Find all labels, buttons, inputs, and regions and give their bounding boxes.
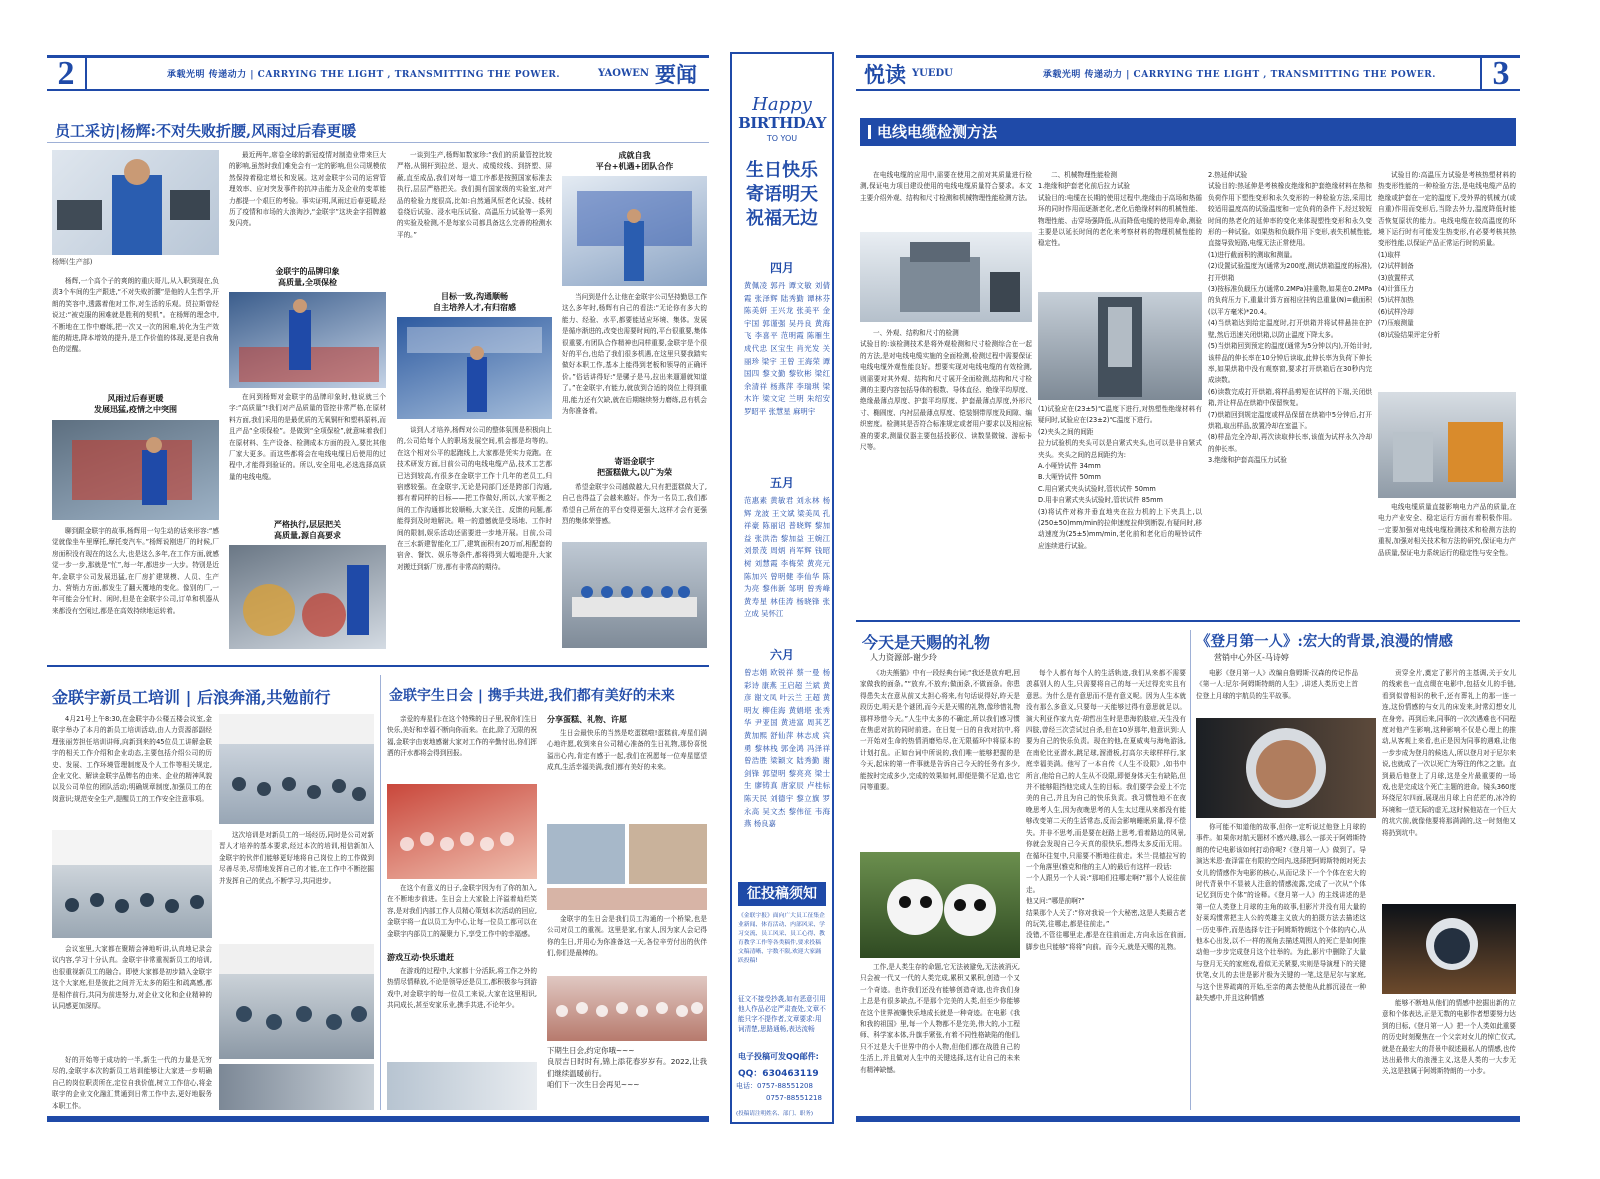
a1-col2-intro: 最近两年,席卷全球的新冠疫情对制造业带来巨大的影响,虽然时我们难免会有一定的影响,但公司规模依然保持着稳定增长和发展。这对金联宇公司的运营管理效率、应对突发事件的抗冲击能力及企业的变革能力都提一个艰巨的考验。事实证明,风雨过后春更暖,经历了疫情和市场的大浪淘沙,“金联宇”这块金字招牌越发闪亮。 [229,151,386,228]
a1-subhead6: 寄语金联宇 把蛋糕做大,以广为荣 [596,457,673,477]
a3-p6: 下期生日会,约定你哦~~~ 良辰吉日时时有,锦上添花春岁岁有。2022,让我们继续温暖前行。 咱们下一次生日会再见~~~ [547,1046,707,1090]
photo-lab [397,317,552,419]
article3-title: 金联宇生日会 | 携手共进,我们都有美好的未来 [389,688,675,704]
b1-col3: 2.热延伸试验 试验目的:热延伸是考核橡皮绝缘和护套绝缘材料在热和负荷作用下塑性变形和永久变形的一种检验方法,采用比较适用温度高的试验温度和一定负荷的条件下,经过较短时间的热老化的延伸率的变化来体现塑性变形和永久变形的一种试验。如果热和负载作用下变形,表失机械性能,直接导致短路,电缆无法正常使用。 (1)进行截面积的测取和测量。 (2)设置试验温度为(通常为200度,测试烘箱温度的标准),打开烘箱 (3)按标准负载压力(通常0.2MPa)挂重物,如果在0.2MPa的负荷压力下,重量计算方面相应挂钩总重量(N)=截面积(以平方毫米)*20.4。 (4)当烘箱达到给定温度时,打开烘箱并将试样悬挂在护壁,然后迅速关闭烘箱,以防止温度下降太多。 (5)当烘箱回到预定的温度(通常为5分钟以内),开始计时,该样品的伸长率在10分钟后读取,此伸长率为负荷下伸长率,如果烘箱中没有观察窗,要求打开烘箱后在30秒内完成读数。 (6)读数完成打开烘箱,将样品剪短在试样的下端,关闭烘箱,并让样品在烘箱中保留恢复。 (7)烘箱回到规定温度或样品保留在烘箱中5分钟后,打开烘箱,取出样品,放置冷却在室温下。 (8)样品完全冷却,再次读取伸长率,该值为试样永久冷却的伸长率。 3.绝缘和护套高温压力试验 [1208,171,1372,465]
photo-training1 [219,714,374,824]
header-slogan-right: 承载光明 传递动力 | CARRYING THE LIGHT , TRANSMITTING THE POWER. [1042,70,1436,80]
a1-col3b: 谈到人才培养,杨辉对公司的整体氛围是积极向上的,公司给每个人的职场发展空间,机会都是均等的。在这个相对公平的起跑线上,大家都是凭实力竞跑。在技术研发方面,目前公司的电线电缆产品,技术工艺都已达到较高,有很多在金联宇工作十几年的老员工,归宿感较强。在金联宇,无论是同部门还是跨部门沟通,都有着同样的目标——把工作做好,所以,大家平衡之间的工作沟通都比较顺畅,大家关注、反馈的问题,都能得到及时地解决。唯一的遗憾就是受场地、工作时间的限制,娱乐活动还需要进一步地开展。目前,公司在三水新建智能化工厂,建筑面积有20万㎡,相配套的宿舍、餐饮、娱乐等条件,都将得到大幅地提升,大家对搬迁到新厂房,都有非常高的期待。 [397,426,552,571]
a1-col4: 当问到是什么让他在金联宇公司坚持勤恳工作这么多年时,杨辉有自己的看法:“无论你有多大的能力、经验、水平,都要能适应环境、集体。发展是循序渐进的,改变也需要时间的,平台很重要,集体很重要,有团队合作精神也同样重要,金联宇是个很好的平台,也给了我们很多机遇,在这里只要我踏实做好本职工作,基本上能得到老板和领导的正确评价。”俗话讲得好:“是骡子是马,拉出来遛遛就知道了。”在金联宇,有能力,就放到合适的岗位上得到重用,能力还有欠缺,就在后期继续努力磨练,总有机会为你准备着。 [562,293,707,416]
photo-test-machine [860,232,1032,322]
photo-awards [562,176,707,286]
photo-tensile [1038,292,1202,400]
happy-script: Happy [752,94,812,115]
photo-oven [1378,392,1516,498]
section-cn-right: 悦读 [864,61,906,87]
a1-subhead4: 目标一致,沟通顺畅 自主培养人才,有归宿感 [432,292,517,312]
a1-col2: 在问到杨辉对金联宇的品牌印象时,他说就三个字:“高质量”!我们对产品质量的管控非常严格,在原材料方面,我们采用的是最优质的无氧铜杆和塑料原料,而且产品“全项保检”。是做到“全项保检”,就意味着我们在原材料、生产设备、检测成本方面的投入,要比其他厂家大更多。而这些都将会在电线电缆日后使用的过程中,才能得到验证的。所以,安全用电,必选选择高质量的电线电缆。 [229,393,386,481]
a1-col1: 杨辉,一个高个子的爽朗的重庆哥儿,从入职到现在,负责3个车间的生产跟进,“不对失败折腰”是他的人生哲学,开朗的笑容中,透露着他对工作,对生活的乐观。贸拉斯曾经说过:“被克服的困难就是胜利的契机”。在杨辉的理念中,不断地在工作中磨练,把一次又一次的困难,转化为生产效能的精进,降本增效的提升,是工作价值的体现,更是自我角色的觉醒。 [52,277,219,354]
a3-p3: 在游戏的过程中,大家都十分活跃,将工作之外的热情尽情释放,不论是领导还是员工,都积极参与到游戏中,对金联宇的每一位员工来说,大家在这里相识,共同成长,甚至安家乐业,携手共进,不论年少。 [387,967,537,1010]
a1-col1c: 聊到跟金联宇的故事,杨辉用一句生动的话来形容:“感觉就像坐车里摩托,摩托变汽车。”杨辉说刚进厂的时候,厂房面积没有现在的这么大,也是这么多年,在工作方面,就感觉一步一步,那就是“忙”,每一年,都进步一大步。特别是近年,金联宇公司发展迅猛,在厂房扩建规模、人员、生产力、营销力方面,都发生了翻天覆地的变化。像别的厂,一年可能会分忙时、闲时,但是在金联宇公司,订单和机器从来都没有空闲过,都是在高效持续地运转着。 [52,527,219,615]
photo-caption: 杨辉(生产部) [52,258,93,266]
page-number: 2 [47,58,87,90]
a2-p3: 会议室里,大家都在聚精会神地听讲,认真地记录会议内容,学习十分认真。金联宇非常重视新员工的培训,也很重视新员工的融合。即使大家都是初步踏入金联宇这个大家庭,但是彼此之间并无太多的陌生和疏离感,都是相伴前行,共同为前进努力,对企业文化和企业精神的认同感更加深厚。 [52,945,212,1011]
b3-col3: 你可能不知道他的故事,但你一定听说过他登上月球的事件。如果你对航天题材不感兴趣,那么一部关于阿姆斯特朗的传记电影该如何打动你呢?《登月第一人》做到了。导演达米恩·查泽雷在有限的空间内,选择把阿姆斯特朗对死去女儿的情感作为电影的核心,从而记录下一个个体在宏大的时代背景中不显被人注意的情感流露,完成了一次从“个体记忆到历史个体”的诠释。《登月第一人》的主线讲述的是第一位人类登上月球的主角的故事,但影片并没有用大量的好莱坞惯常把主人公的英雄主义放大的拍摄方法去描述这一历史事件,而是选择专注于阿姆斯特朗这个个体的内心,从他本心出发,以不一样的视角去描述周围人的死亡是如何推动他一步步完成登月这个壮举的。为此,影片中删除了大量与登月无关的家庭戏,看似无关紧要,实则是导演埋下的关键伏笔,女儿的去世是影片极为关键的一笔,这是尼尔与家庭,与这个世界疏离的开始,至亲的离去使他从此都沉浸在一种缺失感中,并且这种情感 [1196,823,1366,1003]
a3-p2: 在这个有意义的日子,金联宇因为有了你的加入,在不断地步前进。生日会上大家脸上洋溢着灿烂笑容,是对我们内部工作人员精心策划本次活动的回应,金联宇将一直以员工为中心,让每一位员工都可以在金联宇内部员工的凝聚力下,享受工作中的幸福感。 [387,884,537,938]
section-en: YAOWEN [598,68,649,79]
section-en-right: YUEDU [912,68,953,79]
to-you: TO YOU [766,134,798,143]
month-may: 五月 [769,476,794,490]
b2-author: 人力资源部-谢少玲 [870,653,937,662]
submission-body2: 征文不接受抄袭,如有恶意引用他人作品必定严肃查处,文章不能只字不提作者,文章要求:用词清楚,思路通畅,表达流畅 [738,995,826,1033]
photo-yanghui [52,150,219,255]
left-header [47,55,709,91]
b1-title-bar: 电线电缆检测方法 [860,118,1516,146]
birthday-sidebar [730,52,834,1124]
page-number-right: 3 [1480,58,1520,90]
a1-col4b: 希望金联宇公司越做越大,只有把蛋糕做大了,自己也得益了会越来越好。作为一名员工,我们都希望自己所在的平台变得更强大,这样才会有更强烈的集体荣誉感。 [562,483,707,526]
photo-bday4 [547,888,707,910]
a1-subhead1: 风雨过后春更暖 发展迅猛,疫情之中突围 [93,394,178,414]
b3-col1: 电影《登月第一人》改编自詹姆斯·汉森的传记作品《第一人:尼尔·阿姆斯特朗的人生》,讲述人类历史上首位登上月球的宇航员的生平故事。 [1196,669,1358,700]
photo-training4 [219,1064,374,1110]
submission-title: 征投稿须知 [738,882,826,906]
left-footer-bar [47,1116,709,1122]
photo-bday-game [387,1062,537,1110]
a3-subhead2: 分享蛋糕、礼物、许愿 [547,715,627,724]
month-june: 六月 [769,648,794,662]
photo-workshop [52,420,219,520]
photo-panda [860,852,1020,958]
submission-note: (投稿请注明姓名、部门、职务) [736,1111,814,1117]
a3-subhead1: 游戏互动·快乐遗赶 [387,953,455,962]
b3-col2: 贡穿全片,奠定了影片的主基调,关于女儿的线索也一直点缀在电影中,包括女儿的手链,看到似曾相识的秋千,还有葬礼上的那一连一连,这份情感的与女儿的床发来,时常幻想女儿在身旁。再到后来,同事的一次次遇难也不同程度对他产生影响,这种影响不仅是心理上的推动,从客观上来看,也正是因为同事的遇难,让他一步步成为登月的候选人,所以登月对于尼尔来说,也就成了一次以死亡为筹注的伟之之旅。直到最后他登上了月球,这是全片最重要的一场戏,也是完成这个死亡主题的进命。镜头360度环绕尼尔四面,展现出月球上自茫茫的,冰冷的环境和一望无际的虚无,这时候他站在一个巨大的坑穴前,就像他要将那满满的,这一时刻他又将扔到坑中。 [1382,669,1516,837]
a3-p4: 生日会最快乐的当然是吃蛋糕啦!蛋糕前,寿星们满心地许愿,收到来自公司精心准备的生日礼物,那份喜悦溢出心内,肯定有感于一起,我们在祝愿每一位寿星愿望成真,生活幸福美满,我们都有美好的未来。 [547,729,707,772]
qq-number: QQ：630463119 [738,1069,819,1079]
month-april: 四月 [769,261,794,275]
right-footer-bar [856,1116,1520,1122]
b3-author: 营销中心外区-马诗婷 [1214,653,1289,662]
article1-title: 员工采访|杨辉:不对失败折腰,风雨过后春更暖 [55,122,357,140]
photo-showroom [229,292,386,388]
a3-p5: 金联宇的生日会是我们员工沟通的一个桥梁,也是公司对员工的重视。这里是家,有家人,因为家人会记得你的生日,并用心为你准备这一天,各位辛劳付出的伙伴们,你们是最棒的。 [547,915,707,958]
phone-1: 电话：0757-88551208 [736,1082,813,1090]
b1-col2: 二、机械物理性能检测 1.绝缘和护套老化前后拉力试验 试验目的:电缆在长期的使用过程中,绝缘由于高场和热循环的同时作用而逐渐老化,老化后绝缘材料的机械性能、物理性能、击穿场强降低,从而降低电缆的使用寿命,测验主要是以延长时间的老化来考察材料的物理机械性能的稳定性。 [1038,171,1202,248]
photo-bday2 [547,824,625,884]
b1-col1: 在电线电缆的应用中,需要在使用之前对其质量进行检测,保证电力项目建设使用的电线电缆质量符合要求。本文主要介绍外观、结构和尺寸检测和机械物理性能检测方法。 [860,171,1032,202]
b2-col1b: 工作,是人类生存的命题,它无法被避免,无法被消灭,只会被一代又一代的人类完成,累积又累积,创造一个又一个奇迹。也许我们还没有能够创造奇迹,也许我们身上总是有很多缺点,不是那个完美的人类,但至少你能够在这个世界被赚快乐地成长就是一种奇迹。在电影《我和我的祖国》里,每一个人物都不是完美,伟大的,小工程师、科学家本体,升旗手紧张,有着不同性格缺陷的他们,只不过是大千世界中的小人物,但他们都在战胜自己的生活上,并且做对人生中的关键选择,这有让自己的未来有精神缺憾。 [860,963,1020,1074]
photo-rocket [1382,904,1516,994]
birthday-script: BIRTHDAY [738,114,826,132]
b2-col2: 每个人都有每个人的生活轨迹,我们从来都不需要羡慕别人的人生,只需要将自己的每一天过得充实且有意思。为什么是有意思而不是有意义呢。因为人生本就没有那么多意义,只要每一天能够过得有意思就足以。演大利亚作家九克·胡哲出生时是患海豹肢症,天生没有四肢,曾经三次尝试过自杀,但在10岁那年,他意识到:人要为自己的快乐负责。现在的他,在夏威夷与海龟游泳,在南伦比亚潜水,跳足球,溜滑板,打高尔夫球样样行,家庭幸福美满。他写了一本自传《人生不设限》,如书中所言,他给自己的人生从不设限,即便身体天生有缺陷,但并不能够阻挡他完成人生的目标。我们要学会爱上不完美的自己,并且为自己的快乐负责。我习惯性地不在夜晚思考人生,因为夜晚思考的人生太过理从来都没有能够改变第二天的生活常态,反而会影响睡眠质量,得不偿失。并非不思考,而是要在赶路上思考,看着路边的风景,你就会发现自己今天真的很快乐,想得太多反而无用。在循环往复中,只需要不断地往前走。米兰·昆德拉写的一个角落里(雅克和他的主人)的最后有这样一段话: 一个人跟另一个人说:“那咱们往哪走啊?”那个人说往前走。 他又问:“哪是前啊?” 结果那个人关了:“你对我说一个大秘密,这是人类最古老的玩笑,往哪走,都是往前走。” 没错,不管往哪里走,都是在往前面走,方向永远在前面,脚步也只能够“将将”向前。而今天,就是天赐的礼物。 [1026,669,1186,951]
b2-col1: 《功夫熊猫》中有一段经典台词:“我还是放弃吧,回家做我的面条。”“放弃,不放弃;做面条,不做面条。你患得患失太在意从前又太担心将来,有句话说得好,昨天是段历史,明天是个谜团,而今天是天赐的礼物,像珍惜礼物那样珍惜今天。”人生中太多的不确定,所以我们感习惯在焦虑对抗的同时前进。在日复一日的自我对抗中,将一开始对生命的热情消磨殆尽,在无限循环中将原本的计划打乱。正如台词中所说的,我们唯一能够把握的是今天,起床的第一件事就是告诉自己今天的任务有多少,能按时完成多少,完成的效果如何,即便是微不足道,也它同等重要。 [860,669,1020,792]
a1-subhead3: 严格执行,层层把关 高质量,源自高要求 [273,520,342,540]
names-april: 黄佩凌 郭丹 谭文敏 刘倩霞 张泽辉 陆秀勤 谭林芬 陈美妍 王兴龙 张美平 金宇国 郭谨强 吴丹良 黄海飞 李喜平 范明霞 陈雁生 成代忠 区宝生 肖光发 关丽珍 梁宇 王曾 王海荣 谭国四 黎文勤 黎钦彬 梁红 余清祥 杨燕萍 李瑞琪 梁木许 梁文定 兰明 朱绍安 罗昭平 张慧星 麻明宇 [744,281,830,416]
names-may: 范惠素 黄敏君 刘永林 杨辉 龙波 王文斌 梁美凤 孔祥豪 陈丽诏 普晓辉 黎加益 张洪浩 黎加益 王婉江 刘景茂 周炳 肖军辉 钱昭树 刘慧霞 李梅荣 黄亮元 陈加兴 曾明健 李仙华 陈为亮 黎伟新 邹明 曾秀峰 黄寿星 林佳涛 杨晓锋 张立成 吴怀江 [744,496,830,619]
photo-bday3 [629,824,707,884]
article2-title: 金联宇新员工培训 | 后浪奔涌,共勉前行 [52,688,331,707]
a2-p4: 好的开始等于成功的一半,新生一代的力量是无穷尽的,金联宇本次的新员工培训能够让大家进一步明确自己的岗位职责所在,定位自我价值,树立工作信心,将金联宇的企业文化融汇贯通到日常工作中去,更好地服务本职工作。 [52,1056,212,1110]
b3-col4: 能够不断地从他们的情感中挖掘出新的立意和个体表达,正是无数的电影作者想要努力达到的目标,《登月第一人》把一个人类如此重要的历史时刻聚焦在一个父亲对女儿的悼亡仪式,就是在最宏大的背景中叙述最私人的情感,也传达出最伟大的浪漫主义,这是人类的一大步无关,这是独属于阿姆斯特朗的一小步。 [1382,999,1516,1076]
right-header [856,55,1520,91]
a1-subhead2: 金联宇的品牌印象 高质量,全项保检 [275,267,340,287]
b1-col2b: (1)试验应在(23±5)℃温度下进行,对热塑性绝缘材料有疑问时,试验应在(23±2)℃温度下进行。 (2)夹头之间的间距 拉力试验机的夹头可以是自紧式夹头,也可以是非自紧式夹头。夹头之间的总间距约为: A.小哑铃试件 34mm B.大哑铃试件 50mm C.用自紧式夹头试验时,管状试件 50mm D.用非自紧式夹头试验时,管状试件 85mm (3)将试件对称并垂直地夹在拉力机的上下夹具上,以(250±50)mm/min的拉伸速度拉伸到断裂,有疑问时,移动速度为(25±5)mm/min,老化前和老化后的哑铃试件应连续进行试验。 [1038,405,1202,550]
headline-2: 寄语明天 [746,184,818,205]
b1-col1b: 一、外观、结构和尺寸的检测 试验目的:该检测技术是将外观检测和尺寸检测综合在一起的方法,是对电线电缆实施的全面检测,检测过程中需要保证电线电缆外观性能良好。想要实现对电线电缆的有效检测,则需要对其外观、结构和尺寸展开全面检测,结构和尺寸检测的主要内容包括导体的根数、导体直径、绝缘平均厚度、绝缘最薄点厚度、护套平均厚度、护套最薄点厚度,外形尺寸、椭圆度、内衬层最薄点厚度、铠装钢带厚度及间隙、编织密度。检测其是否符合标准规定或者用户要求以及相应标准的要求,测量仪器主要包括投影仪、读数显微镜、游标卡尺等。 [860,329,1032,452]
a1-subhead5: 成就自我 平台+机遇+团队合作 [595,151,674,171]
a2-p2: 这次培训是对新员工的一场经历,同时是公司对新晋人才培养的基本要求,经过本次的培训,相信新加入金联宇的伙伴们能够更好地将自己岗位上的工作做到尽善尽美,尽情地发挥自己的才能,在工作中不断挖掘并发挥自己的优点,不断学习,共同进步。 [219,831,374,885]
photo-meeting [562,542,707,648]
names-june: 曾志娟 欧锐祥 蔡一曼 杨彩诗 康燕 王启超 兰斌 黄彦 谢文凤 叶云兰 王超 黄明友 柳佳海 黄娟堪 张秀华 尹亚国 黄进富 周其艺 黄加熙 舒仙萍 林志成 宾勇 黎林栈 郭金鸿 冯泽祥 曾浩胜 梁颖文 陆秀勤 谢剑锋 郭望明 黎亮亮 梁士生 廖铸真 唐家辰 卢桂标 陈天民 刘德宇 黎立旗 罗永高 吴文杰 黎伟征 韦海燕 杨良嘉 [744,668,830,829]
b2-title: 今天是天赐的礼物 [862,633,991,652]
a3-p1: 亲爱的寿星们:在这个特殊的日子里,祝你们生日快乐,美好和幸福不断向你而来。在此,除了无限的祝福,金联宇由衷地感谢大家对工作的辛勤付出,你们挥洒的汗水都将会得到回报。 [387,715,537,758]
headline-3: 祝福无边 [746,208,818,229]
page-left [47,0,709,1179]
b1-col4b: 电线电缆质量直接影响电力产品的质量,在电力产业安全、稳定运行方面有着积极作用。一定要加强对电线电缆检测技术和检测方法的重视,加强对相关技术和方法的研究,保证电力产品质量,保证电力系统运行的稳定性与安全性。 [1378,503,1516,557]
header-slogan: 承载光明 传递动力 | CARRYING THE LIGHT , TRANSMITTING THE POWER. [167,70,560,80]
submission-body: 《金联宇报》面向广大员工征集企业新闻、体育活动、内部风采、学习交流、员工风采、员工心得、教育教学工作等各类稿件,要求投稿文稿清晰、字数不限,欢迎大家踊跃投稿! [738,913,825,964]
photo-training2 [52,830,212,938]
b1-col4: 试验目的:高温压力试验是考核热塑材料的热变形性能的一种检验方法,是电线电缆产品的绝缘或护套在一定的温度下,受外界的机械力(或自重)作用而变形后,当除去外力,温度降低时能否恢复原状的能力。电线电缆在较高温度的环境下运行时有可能发生热变形,有必要考核其热变形性能,以保证产品正常运行时的质量。 (1)取样 (2)试样制备 (3)放置样式 (4)计算压力 (5)试样加热 (6)试样冷却 (7)压痕测量 (8)试验结果评定分析 [1378,171,1516,339]
photo-bday1 [387,784,537,879]
a1-col3: 一谈到生产,杨辉如数家珍:“我们的质量管控比较严格,从铜杆到拉丝、退火、成缆绞线、到挤塑、屏蔽,直至成品,我们对每一道工序都是按照国家标准去执行,层层严格把关。我们拥有国家级的实验室,对产品的检验力度很高,比如:自然通风恒老化试验、线材卷绕后试验、浸水电压试验、高温压力试验等一系列的实验及检测,不是每家公司都具备这么完善的检测水平的。” [397,151,552,239]
photo-astronaut [1196,718,1376,818]
photo-cables [229,545,386,649]
b3-title: 《登月第一人》:宏大的背景,浪漫的情感 [1196,633,1453,650]
email-label: 电子投稿可发QQ邮件: [738,1052,819,1061]
headline-1: 生日快乐 [746,160,818,181]
photo-bday-group [547,976,707,1041]
a2-p1: 4月21号上午8:30,在金联宇办公楼五楼会议室,金联宇举办了本月的新员工培训活动,由人力资源部副经理张丽芳担任培训讲师,向新到来的45位员工讲解金联宇的相关工作介绍和企业动态,主要包括介绍公司的历史、发展、工作环境管理制度及个人工作等相关规定,企业文化、解读金联宇品牌名的由来、企业的精神风貌以及公司单位的团队活动;明确规章制度,加强员工的在岗意识;规范安全生产,提醒员工的工作安全注意事项。 [52,715,212,803]
photo-training3 [219,944,374,1059]
phone-2: 0757-88551218 [766,1094,822,1102]
section-cn: 要闻 [655,61,697,87]
